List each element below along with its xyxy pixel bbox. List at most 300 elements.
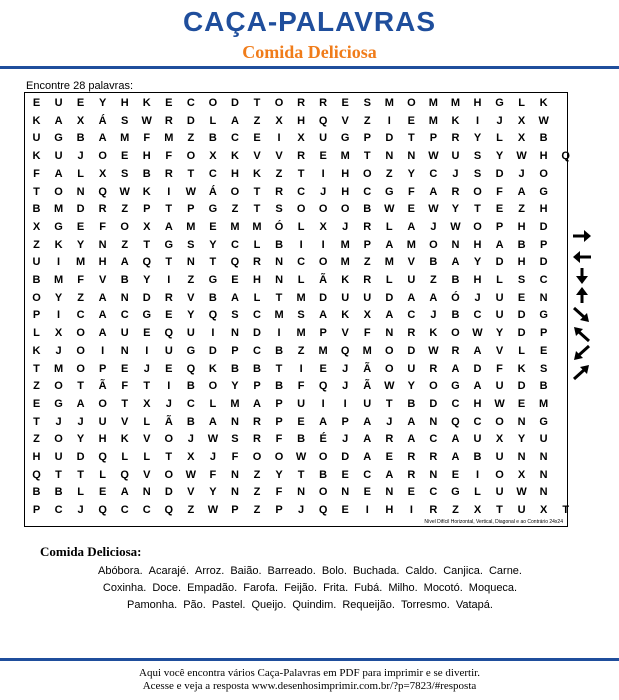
grid-letter: Y — [451, 203, 460, 216]
word-list-line — [30, 563, 590, 580]
grid-letter: H — [473, 97, 482, 109]
grid-letter: N — [451, 238, 460, 251]
grid-letter: T — [253, 97, 261, 109]
grid-letter: B — [451, 309, 460, 322]
grid-letter: I — [343, 397, 347, 410]
grid-letter: E — [407, 203, 416, 216]
grid-letter: Z — [187, 504, 195, 517]
grid-letter: S — [121, 114, 129, 127]
grid-letter: W — [494, 397, 505, 410]
grid-letter: H — [539, 203, 548, 216]
grid-letter: D — [429, 397, 438, 410]
grid-letter: T — [209, 256, 217, 269]
grid-letter: Q — [164, 504, 174, 517]
grid-letter: M — [428, 97, 438, 109]
grid-letter: E — [143, 327, 151, 340]
grid-letter: E — [517, 397, 526, 410]
grid-letter: Y — [187, 309, 195, 322]
grid-letter: O — [54, 185, 63, 198]
grid-letter: T — [562, 504, 570, 517]
grid-letter: Z — [430, 274, 437, 286]
grid-letter: T — [297, 167, 305, 180]
grid-letter: C — [407, 309, 416, 322]
grid-letter: M — [296, 327, 306, 340]
grid-letter: C — [120, 309, 129, 322]
arrow-down-right-icon — [571, 306, 597, 326]
grid-letter: L — [33, 327, 40, 340]
grid-letter: W — [538, 114, 549, 127]
grid-letter: Z — [363, 114, 371, 127]
grid-letter: M — [230, 220, 240, 233]
grid-letter: Q — [164, 327, 174, 340]
grid-letter: Q — [340, 344, 350, 357]
grid-letter: U — [363, 291, 372, 304]
grid-row — [25, 307, 567, 324]
grid-row — [25, 201, 567, 218]
grid-letter: N — [385, 150, 394, 163]
grid-letter: T — [143, 238, 151, 251]
grid-letter: B — [120, 274, 129, 286]
grid-letter: H — [230, 167, 239, 180]
grid-letter: J — [342, 220, 349, 233]
grid-letter: P — [143, 203, 151, 216]
grid-letter: G — [208, 203, 218, 216]
grid-letter: M — [340, 256, 350, 269]
grid-letter: J — [452, 167, 459, 180]
word-item: Vatapá. — [455, 599, 493, 611]
grid-row — [25, 148, 570, 165]
grid-letter: J — [77, 415, 84, 428]
grid-letter: E — [32, 397, 41, 410]
grid-letter: J — [496, 114, 503, 127]
grid-letter: U — [407, 274, 416, 286]
grid-letter: W — [295, 451, 307, 463]
grid-letter: A — [98, 327, 107, 340]
grid-letter: J — [518, 167, 525, 180]
grid-letter: C — [76, 309, 85, 322]
grid-letter: G — [54, 397, 63, 410]
grid-letter: C — [253, 309, 261, 322]
grid-letter: U — [473, 433, 482, 446]
grid-letter: O — [340, 203, 350, 216]
grid-letter: W — [185, 185, 197, 198]
grid-letter: R — [363, 274, 372, 286]
grid-letter: B — [517, 238, 526, 251]
grid-letter: P — [539, 238, 548, 251]
grid-letter: Z — [33, 433, 40, 446]
grid-letter: W — [516, 150, 527, 163]
grid-letter: X — [517, 114, 526, 127]
grid-letter: N — [230, 415, 239, 428]
grid-letter: Q — [561, 150, 570, 163]
footer-line-2: Acesse e veja a resposta www.desenhosimprimir.com.br/?p=7823/#resposta — [142, 680, 477, 692]
grid-letter: S — [231, 309, 239, 322]
grid-letter: A — [451, 451, 460, 463]
grid-letter: N — [539, 291, 548, 304]
grid-letter: W — [384, 380, 395, 393]
grid-letter: G — [495, 97, 504, 109]
grid-letter: L — [518, 97, 525, 109]
grid-letter: D — [407, 344, 416, 357]
grid-letter: E — [341, 468, 349, 481]
word-item: Canjica. — [443, 565, 483, 577]
grid-letter: R — [253, 415, 261, 428]
grid-letter: O — [318, 451, 328, 463]
grid-letter: T — [33, 185, 40, 198]
grid-letter: Z — [253, 504, 261, 517]
grid-letter: T — [474, 203, 481, 216]
grid-letter: Y — [209, 486, 217, 499]
grid-letter: L — [143, 415, 151, 428]
grid-letter: X — [54, 327, 63, 340]
grid-letter: T — [33, 362, 40, 375]
grid-letter: F — [121, 380, 129, 393]
grid-letter: B — [451, 274, 460, 286]
grid-letter: R — [253, 433, 261, 446]
grid-letter: A — [429, 185, 438, 198]
grid-letter: X — [187, 451, 195, 463]
grid-letter: A — [98, 291, 107, 304]
grid-letter: T — [275, 291, 283, 304]
grid-letter: Q — [98, 504, 107, 517]
grid-letter: O — [385, 344, 394, 357]
grid-letter: L — [496, 274, 503, 286]
grid-letter: K — [517, 362, 526, 375]
grid-letter: R — [407, 451, 416, 463]
grid-letter: U — [539, 433, 548, 446]
grid-letter: N — [429, 468, 438, 481]
grid-letter: P — [363, 238, 371, 251]
grid-letter: R — [253, 256, 261, 269]
grid-letter: A — [120, 256, 129, 269]
grid-letter: L — [385, 220, 393, 233]
word-item: Arroz. — [195, 565, 225, 577]
grid-letter: W — [472, 327, 483, 340]
arrow-down-icon — [571, 267, 597, 287]
grid-row — [25, 95, 567, 112]
grid-letter: S — [517, 274, 526, 286]
grid-letter: M — [53, 274, 64, 286]
grid-letter: V — [341, 114, 349, 127]
word-item: Baião. — [230, 565, 262, 577]
grid-letter: X — [495, 433, 504, 446]
grid-row — [25, 130, 567, 147]
grid-letter: P — [32, 504, 41, 517]
grid-letter: I — [321, 238, 325, 251]
grid-letter: N — [539, 451, 548, 463]
grid-letter: S — [363, 97, 371, 109]
grid-letter: Q — [318, 380, 328, 393]
grid-letter: X — [319, 220, 327, 233]
grid-letter: J — [474, 291, 481, 304]
grid-letter: H — [32, 451, 41, 463]
grid-letter: O — [274, 451, 284, 463]
grid-letter: O — [429, 238, 438, 251]
grid-letter: U — [495, 291, 504, 304]
grid-letter: M — [539, 397, 549, 410]
grid-letter: S — [297, 309, 305, 322]
grid-letter: G — [142, 309, 152, 322]
grid-letter: N — [98, 238, 107, 251]
grid-letter: A — [385, 468, 394, 481]
grid-letter: W — [450, 220, 461, 233]
grid-letter: J — [298, 504, 305, 517]
word-item: Farofa. — [243, 582, 279, 594]
level-note: Nível Difícil Horizontal, Vertical, Diagonal e ao Contrário 24x24 — [424, 519, 563, 525]
grid-letter: D — [539, 256, 548, 269]
grid-letter: X — [517, 468, 526, 481]
grid-letter: O — [76, 327, 85, 340]
grid-letter: U — [495, 380, 504, 393]
grid-letter: A — [473, 380, 482, 393]
grid-letter: O — [318, 486, 328, 499]
grid-letter: O — [495, 468, 504, 481]
word-item: Carne. — [488, 565, 522, 577]
grid-letter: Q — [230, 256, 240, 269]
grid-letter: T — [253, 185, 261, 198]
grid-letter: Z — [253, 486, 261, 499]
grid-letter: B — [429, 256, 438, 269]
grid-row — [25, 396, 567, 413]
grid-letter: R — [363, 220, 372, 233]
grid-letter: H — [473, 274, 482, 286]
grid-letter: I — [277, 132, 281, 145]
grid-letter: D — [142, 291, 151, 304]
grid-letter: U — [297, 397, 306, 410]
grid-letter: A — [120, 486, 129, 499]
grid-letter: H — [98, 433, 107, 446]
grid-letter: J — [430, 220, 437, 233]
grid-letter: A — [385, 238, 394, 251]
grid-letter: P — [32, 309, 41, 322]
grid-letter: W — [207, 433, 219, 446]
grid-letter: L — [121, 451, 129, 463]
grid-letter: W — [185, 468, 197, 481]
grid-letter: A — [319, 415, 328, 428]
grid-letter: I — [57, 256, 61, 269]
grid-letter: W — [141, 114, 152, 127]
grid-letter: N — [517, 451, 526, 463]
grid-row — [25, 113, 567, 130]
grid-letter: O — [208, 380, 218, 393]
grid-letter: L — [99, 468, 106, 481]
grid-letter: E — [341, 97, 349, 109]
grid-letter: Ã — [363, 362, 372, 375]
grid-letter: Y — [231, 380, 239, 393]
grid-letter: A — [451, 256, 460, 269]
grid-letter: M — [53, 203, 64, 216]
grid-letter: M — [274, 309, 284, 322]
grid-letter: O — [274, 97, 284, 109]
grid-letter: F — [77, 274, 84, 286]
grid-letter: J — [143, 362, 150, 375]
grid-letter: O — [539, 167, 548, 180]
grid-letter: B — [539, 132, 548, 145]
grid-letter: Z — [187, 132, 195, 145]
grid-letter: A — [407, 433, 416, 446]
grid-letter: S — [473, 150, 482, 163]
grid-letter: U — [495, 309, 504, 322]
grid-letter: E — [341, 504, 349, 517]
grid-letter: U — [451, 150, 460, 163]
grid-letter: H — [473, 397, 482, 410]
grid-letter: C — [363, 468, 372, 481]
word-item: Feijão. — [284, 582, 318, 594]
grid-letter: L — [474, 486, 481, 499]
grid-letter: U — [186, 327, 195, 340]
grid-row — [25, 272, 567, 289]
word-item: Queijo. — [251, 599, 287, 611]
grid-letter: G — [539, 415, 548, 428]
grid-letter: A — [473, 344, 482, 357]
grid-letter: C — [230, 238, 239, 251]
grid-letter: P — [253, 380, 261, 393]
grid-letter: P — [363, 132, 371, 145]
grid-letter: A — [98, 309, 107, 322]
grid-row — [25, 237, 567, 254]
grid-letter: O — [451, 327, 460, 340]
grid-letter: G — [186, 344, 196, 357]
grid-letter: V — [187, 486, 195, 499]
word-item: Pão. — [183, 599, 206, 611]
grid-letter: B — [539, 380, 548, 393]
grid-letter: C — [473, 309, 482, 322]
grid-letter: X — [76, 114, 85, 127]
grid-letter: U — [319, 132, 328, 145]
grid-letter: M — [230, 397, 240, 410]
grid-letter: O — [473, 185, 482, 198]
word-list-line — [30, 597, 590, 614]
word-item: Coxinha. — [102, 582, 147, 594]
grid-letter: P — [495, 220, 504, 233]
word-list-title: Comida Deliciosa: — [40, 544, 142, 559]
grid-letter: L — [77, 486, 84, 499]
grid-letter: C — [186, 97, 195, 109]
grid-letter: A — [363, 433, 372, 446]
grid-letter: N — [120, 291, 129, 304]
grid-row — [25, 290, 567, 307]
grid-letter: X — [143, 397, 151, 410]
grid-letter: H — [473, 238, 482, 251]
grid-letter: A — [385, 309, 394, 322]
grid-letter: H — [517, 256, 526, 269]
grid-letter: I — [475, 114, 480, 127]
grid-letter: O — [164, 433, 174, 446]
grid-row — [25, 414, 567, 431]
grid-letter: R — [451, 344, 460, 357]
grid-letter: G — [385, 185, 394, 198]
grid-letter: L — [297, 274, 305, 286]
grid-letter: K — [451, 114, 460, 127]
grid-letter: D — [253, 327, 261, 340]
grid-letter: Z — [385, 167, 393, 180]
word-item: Fubá. — [354, 582, 383, 594]
arrow-up-right-icon — [571, 363, 597, 383]
grid-letter: K — [341, 309, 350, 322]
grid-letter: Q — [451, 415, 460, 428]
grid-letter: Y — [275, 468, 283, 481]
word-item: Caldo. — [405, 565, 438, 577]
grid-letter: W — [428, 203, 439, 216]
grid-letter: X — [32, 220, 41, 233]
grid-letter: A — [363, 415, 372, 428]
grid-row — [25, 325, 567, 342]
grid-row — [25, 431, 567, 448]
grid-row — [25, 184, 567, 201]
grid-letter: K — [230, 150, 239, 163]
grid-letter: Z — [452, 504, 459, 517]
grid-letter: E — [319, 362, 327, 375]
grid-letter: O — [76, 344, 85, 357]
grid-letter: M — [384, 256, 394, 269]
grid-letter: H — [341, 185, 350, 198]
grid-letter: V — [121, 415, 129, 428]
grid-letter: P — [319, 327, 327, 340]
grid-letter: C — [230, 132, 239, 145]
grid-letter: U — [54, 451, 63, 463]
grid-letter: T — [253, 203, 261, 216]
grid-letter: L — [297, 220, 305, 233]
word-item: Abóbora. — [97, 565, 143, 577]
grid-letter: R — [275, 185, 284, 198]
grid-letter: U — [54, 97, 63, 109]
footer-line-1: Aqui você encontra vários Caça-Palavras em PDF para imprimir e se divertir. — [139, 667, 480, 679]
grid-letter: E — [407, 114, 416, 127]
grid-letter: K — [54, 238, 63, 251]
grid-letter: D — [517, 380, 526, 393]
grid-letter: F — [496, 185, 503, 198]
instruction: Encontre 28 palavras: — [26, 80, 134, 92]
grid-letter: D — [208, 344, 217, 357]
grid-letter: B — [186, 415, 195, 428]
grid-letter: N — [120, 344, 129, 357]
grid-letter: E — [495, 203, 504, 216]
grid-letter: M — [53, 362, 64, 375]
grid-letter: J — [342, 362, 349, 375]
grid-letter: W — [428, 344, 439, 357]
grid-letter: T — [77, 468, 84, 481]
word-item: Requeijão. — [342, 599, 395, 611]
grid-letter: R — [297, 150, 306, 163]
grid-letter: X — [297, 132, 305, 145]
grid-letter: I — [167, 274, 171, 286]
grid-row — [25, 166, 567, 183]
grid-letter: B — [473, 451, 482, 463]
grid-letter: C — [473, 415, 482, 428]
grid-letter: M — [384, 97, 394, 109]
grid-letter: E — [363, 486, 371, 499]
grid-letter: I — [167, 185, 171, 198]
grid-letter: Q — [186, 362, 196, 375]
grid-letter: L — [253, 291, 261, 304]
grid-letter: D — [385, 291, 394, 304]
grid-letter: Y — [76, 238, 85, 251]
grid-letter: R — [451, 132, 460, 145]
word-item: Barreado. — [267, 565, 316, 577]
grid-letter: D — [517, 327, 526, 340]
grid-letter: S — [275, 203, 283, 216]
grid-letter: D — [539, 220, 548, 233]
grid-letter: K — [120, 433, 129, 446]
grid-letter: F — [275, 486, 283, 499]
word-item: Pamonha. — [127, 599, 178, 611]
grid-letter: B — [253, 362, 261, 375]
grid-letter: O — [98, 150, 107, 163]
grid-letter: O — [473, 220, 482, 233]
grid-letter: W — [516, 486, 527, 499]
grid-letter: B — [275, 344, 284, 357]
grid-letter: M — [340, 150, 350, 163]
